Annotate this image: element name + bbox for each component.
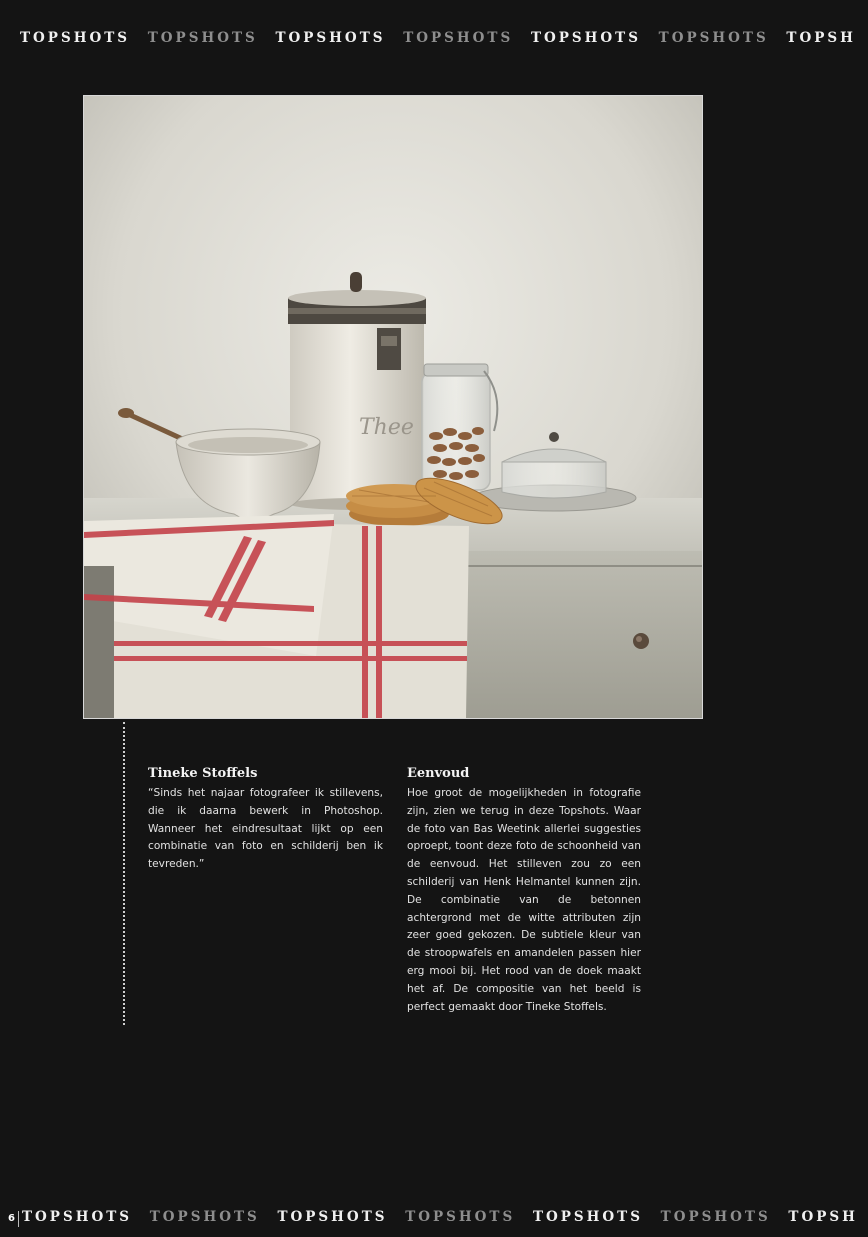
review-body: Hoe groot de mogelijkheden in fotografie zijn, zien we terug in deze Topshots. Waar de foto van Bas Weetink allerlei suggesties oproept, toont deze foto de schoonheid van de eenvoud. Het stilleven zou zo een schilderij van Henk Helmantel kunnen zijn. De combinatie van de betonnen achtergrond met de witte attributen zijn zeer goed gekozen. De subtiele kleur van de stroopwafels en amandelen passen hier erg mooi bij. Het rood van de doek maakt het af. De compositie van het beeld is perfect gemaakt door Tineke Stoffels. [407,787,641,1013]
banner-word: TOPSHOTS [403,30,514,46]
topshots-banner-top [20,30,856,50]
banner-word: TOPSHOTS [275,30,386,46]
jar-label-text: Thee [359,415,414,440]
photographer-column [148,765,383,874]
page-number: 6 [5,1211,19,1227]
still-life-photo [83,95,703,719]
banner-word: TOPSHOTS [530,30,641,46]
topshots-banner-bottom [22,1209,858,1229]
photographer-name: Tineke Stoffels [148,766,258,781]
banner-word: TOPSHOTS [20,30,131,46]
banner-word: TOPSHOTS [532,1209,643,1225]
banner-word: TOPSHOTS [660,1209,771,1225]
banner-word: TOPSHOTS [658,30,769,46]
banner-word: TOPSH [788,1209,858,1225]
dotted-divider [123,722,125,1025]
banner-word: TOPSHOTS [147,30,258,46]
banner-word: TOPSHOTS [405,1209,516,1225]
banner-word: TOPSHOTS [277,1209,388,1225]
banner-word: TOPSHOTS [22,1209,133,1225]
banner-word: TOPSHOTS [149,1209,260,1225]
review-column [407,765,641,1016]
photographer-quote: “Sinds het najaar fotografeer ik stillevens, die ik daarna bewerk in Photoshop. Wanneer het eindresultaat lijkt op een combinatie van foto en schilderij ben ik tevreden.” [148,787,383,871]
review-title: Eenvoud [407,766,470,781]
banner-word: TOPSH [786,30,856,46]
